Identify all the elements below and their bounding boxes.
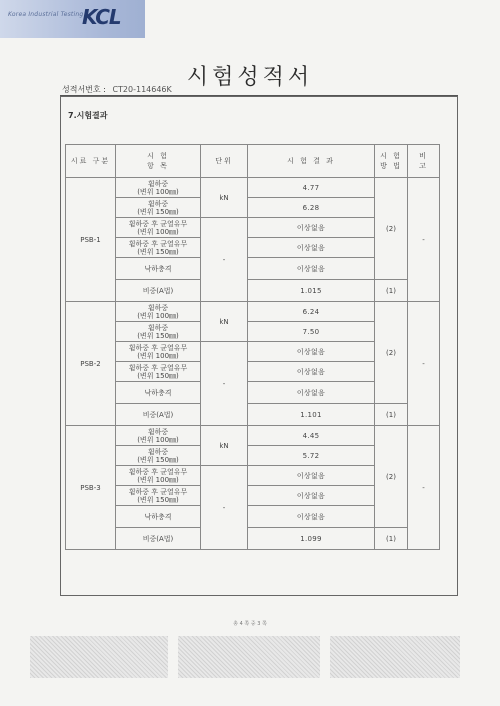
- seal-strip-left: [30, 636, 168, 678]
- item-line: (변위 100㎜): [137, 187, 179, 196]
- item-cell: [116, 426, 201, 446]
- item-line: 휨하중: [147, 179, 169, 188]
- item-line: (변위 150㎜): [137, 455, 179, 464]
- sample-cell: PSB-1: [66, 178, 116, 302]
- remark-cell: -: [408, 302, 440, 426]
- item-line: 낙하충격: [144, 264, 172, 273]
- table-row: [66, 404, 440, 426]
- item-cell: [116, 218, 201, 238]
- sample-cell: PSB-2: [66, 302, 116, 426]
- item-cell: [116, 178, 201, 198]
- item-line: 휨하중 후 균열유무: [128, 467, 188, 476]
- header-sample: 시료 구분: [66, 145, 116, 178]
- result-cell: 4.45: [248, 426, 375, 446]
- method-cell: (1): [375, 404, 408, 426]
- item-line: 휨하중: [147, 323, 169, 332]
- item-line: 낙하충격: [144, 388, 172, 397]
- certificate-number-label: 성적서번호 :: [62, 85, 106, 94]
- unit-cell: kN: [201, 426, 248, 466]
- sample-cell: PSB-3: [66, 426, 116, 550]
- unit-cell: -: [201, 342, 248, 426]
- result-cell: 6.24: [248, 302, 375, 322]
- item-line: 휨하중 후 균열유무: [128, 239, 188, 248]
- remark-cell: -: [408, 426, 440, 550]
- item-cell: [116, 446, 201, 466]
- seal-strip-center: [178, 636, 320, 678]
- document-title: 시험성적서: [186, 65, 314, 90]
- item-cell: [116, 382, 201, 404]
- page-footer-note: 총 4 쪽 중 3 쪽: [233, 621, 267, 627]
- header-item: 시 험 항 목: [116, 145, 201, 178]
- item-cell: [116, 528, 201, 550]
- item-line: (변위 100㎜): [137, 227, 179, 236]
- item-line: 휨하중: [147, 303, 169, 312]
- item-line: (변위 100㎜): [137, 435, 179, 444]
- item-line: 휨하중: [147, 447, 169, 456]
- header-banner: [0, 0, 145, 38]
- result-cell: 이상없음: [248, 362, 375, 382]
- item-cell: [116, 342, 201, 362]
- item-line: 휨하중: [147, 199, 169, 208]
- item-cell: [116, 302, 201, 322]
- result-cell: 이상없음: [248, 218, 375, 238]
- section-title: 7.시험결과: [68, 111, 108, 120]
- header-remark: 비 고: [408, 145, 440, 178]
- item-line: (변위 100㎜): [137, 311, 179, 320]
- item-cell: [116, 258, 201, 280]
- item-line: 휨하중 후 균열유무: [128, 363, 188, 372]
- item-cell: [116, 280, 201, 302]
- result-cell: 이상없음: [248, 466, 375, 486]
- item-line: 휨하중: [147, 427, 169, 436]
- result-cell: 1.101: [248, 404, 375, 426]
- item-line: 휨하중 후 균열유무: [128, 343, 188, 352]
- item-line: (변위 150㎜): [137, 495, 179, 504]
- header-slogan: Korea Industrial Testing: [8, 11, 84, 18]
- certificate-number-row: [62, 84, 172, 95]
- method-cell: (1): [375, 528, 408, 550]
- method-cell: (2): [375, 178, 408, 280]
- item-line: 비중(A법): [142, 410, 174, 419]
- item-line: (변위 100㎜): [137, 351, 179, 360]
- item-line: 비중(A법): [142, 286, 174, 295]
- item-cell: [116, 362, 201, 382]
- header-method: 시 험 방 법: [375, 145, 408, 178]
- item-cell: [116, 466, 201, 486]
- header-result: 시 험 결 과: [248, 145, 375, 178]
- unit-cell: kN: [201, 178, 248, 218]
- item-line: (변위 150㎜): [137, 331, 179, 340]
- result-cell: 1.015: [248, 280, 375, 302]
- kcl-logo: KCL: [82, 5, 121, 29]
- item-line: (변위 100㎜): [137, 475, 179, 484]
- item-cell: [116, 486, 201, 506]
- remark-cell: -: [408, 178, 440, 302]
- results-body: [66, 178, 440, 550]
- table-header-row: [66, 145, 440, 178]
- unit-cell: -: [201, 218, 248, 302]
- table-row: [66, 426, 440, 446]
- results-table: [65, 144, 440, 550]
- result-cell: 5.72: [248, 446, 375, 466]
- item-line: 휨하중 후 균열유무: [128, 219, 188, 228]
- item-cell: [116, 238, 201, 258]
- result-cell: 이상없음: [248, 486, 375, 506]
- result-cell: 이상없음: [248, 506, 375, 528]
- item-line: 비중(A법): [142, 534, 174, 543]
- method-cell: (2): [375, 302, 408, 404]
- result-cell: 1.099: [248, 528, 375, 550]
- item-cell: [116, 506, 201, 528]
- table-row: [66, 280, 440, 302]
- table-row: [66, 528, 440, 550]
- table-row: [66, 178, 440, 198]
- item-cell: [116, 322, 201, 342]
- item-line: (변위 150㎜): [137, 207, 179, 216]
- method-cell: (1): [375, 280, 408, 302]
- certificate-number-value: CT20-114646K: [112, 85, 172, 94]
- result-cell: 4.77: [248, 178, 375, 198]
- header-unit: 단위: [201, 145, 248, 178]
- result-cell: 이상없음: [248, 382, 375, 404]
- item-line: (변위 150㎜): [137, 371, 179, 380]
- unit-cell: kN: [201, 302, 248, 342]
- result-cell: 6.28: [248, 198, 375, 218]
- item-cell: [116, 404, 201, 426]
- item-cell: [116, 198, 201, 218]
- result-cell: 이상없음: [248, 238, 375, 258]
- method-cell: (2): [375, 426, 408, 528]
- item-line: 낙하충격: [144, 512, 172, 521]
- result-cell: 7.50: [248, 322, 375, 342]
- item-line: (변위 150㎜): [137, 247, 179, 256]
- result-cell: 이상없음: [248, 258, 375, 280]
- unit-cell: -: [201, 466, 248, 550]
- table-row: [66, 302, 440, 322]
- item-line: 휨하중 후 균열유무: [128, 487, 188, 496]
- result-cell: 이상없음: [248, 342, 375, 362]
- seal-strip-right: [330, 636, 460, 678]
